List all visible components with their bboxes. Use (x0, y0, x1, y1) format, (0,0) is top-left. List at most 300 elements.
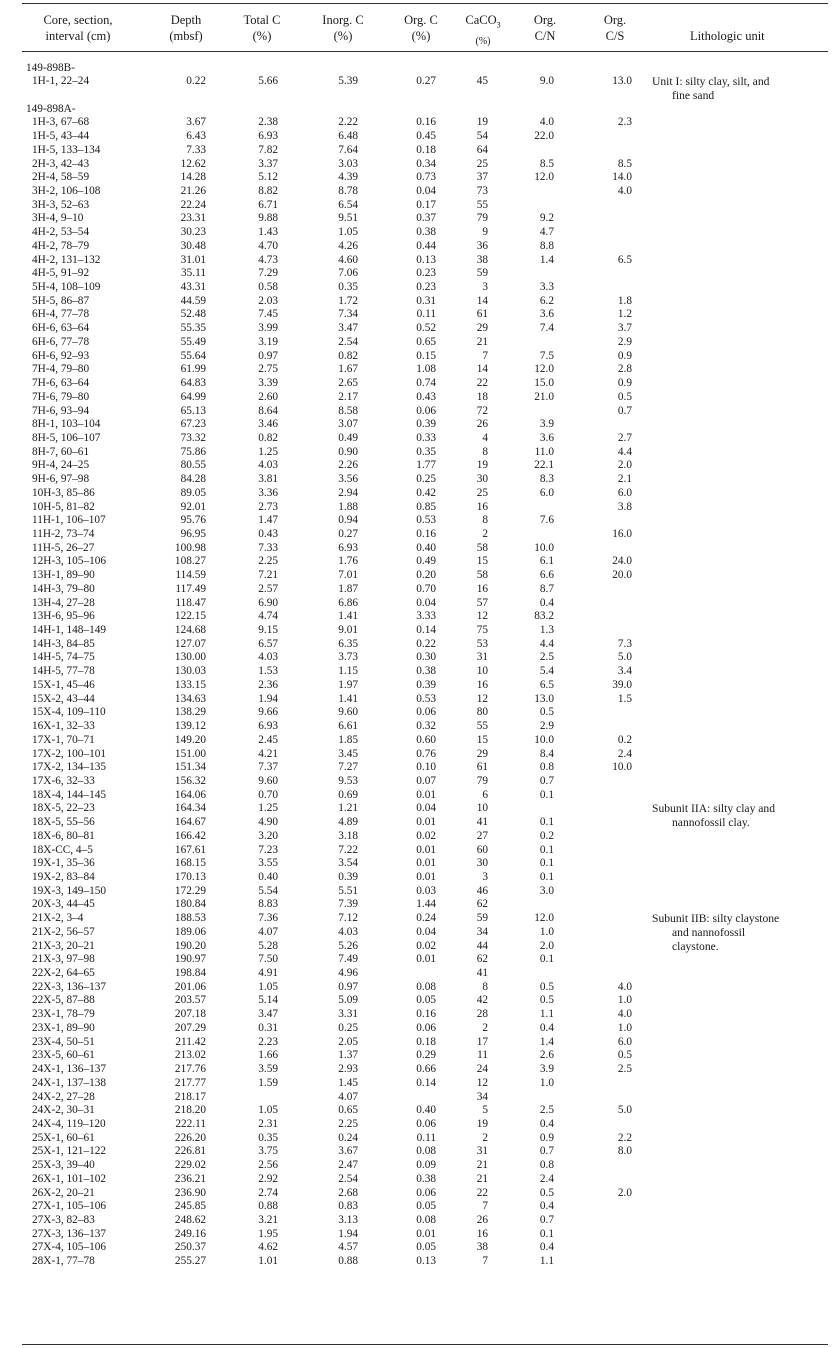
table-row (0, 638, 839, 652)
lithologic-unit-note (652, 912, 779, 954)
cell-caco3: 19 (476, 1117, 488, 1130)
header-total-c: Total C (%) (243, 13, 281, 43)
cell-depth: 65.13 (180, 404, 206, 417)
cell-inorg: 9.51 (338, 212, 358, 225)
cell-caco3: 21 (476, 335, 488, 348)
cell-core: 28X-1, 77–78 (32, 1255, 95, 1268)
cell-core: 23X-1, 89–90 (32, 1021, 95, 1034)
cell-inorg: 5.51 (338, 884, 358, 897)
cell-orgc: 0.10 (416, 761, 436, 774)
table-row (0, 514, 839, 528)
cell-caco3: 46 (476, 884, 488, 897)
cell-cn: 1.1 (539, 1008, 554, 1021)
cell-depth: 7.33 (186, 143, 206, 156)
cell-cs: 4.0 (617, 980, 632, 993)
cell-depth: 92.01 (180, 500, 206, 513)
cell-core: 18X-CC, 4–5 (32, 843, 93, 856)
cell-caco3: 44 (476, 939, 488, 952)
cell-inorg: 3.18 (338, 829, 358, 842)
cell-orgc: 0.06 (416, 1117, 436, 1130)
cell-cs: 7.3 (617, 637, 632, 650)
cell-totc: 2.92 (258, 1172, 278, 1185)
cell-core: 9H-6, 97–98 (32, 473, 90, 486)
table-row (0, 651, 839, 665)
cell-orgc: 0.04 (416, 925, 436, 938)
cell-totc: 3.99 (258, 322, 278, 335)
cell-inorg: 3.73 (338, 651, 358, 664)
cell-orgc: 0.27 (416, 75, 436, 88)
cell-caco3: 6 (482, 788, 488, 801)
cell-caco3: 8 (482, 514, 488, 527)
cell-core: 18X-4, 144–145 (32, 788, 107, 801)
cell-totc: 2.73 (258, 500, 278, 513)
cell-orgc: 0.14 (416, 624, 436, 637)
cell-caco3: 10 (476, 802, 488, 815)
cell-orgc: 0.18 (416, 1035, 436, 1048)
cell-cn: 0.5 (539, 994, 554, 1007)
cell-totc: 1.47 (258, 514, 278, 527)
cell-inorg: 0.82 (338, 349, 358, 362)
cell-inorg: 6.86 (338, 596, 358, 609)
cell-caco3: 55 (476, 198, 488, 211)
cell-cn: 10.0 (534, 733, 554, 746)
cell-cs: 4.0 (617, 1008, 632, 1021)
cell-caco3: 25 (476, 486, 488, 499)
cell-depth: 127.07 (174, 637, 206, 650)
table-row (0, 953, 839, 967)
cell-core: 2H-4, 58–59 (32, 171, 90, 184)
cell-orgc: 0.06 (416, 404, 436, 417)
cell-orgc: 0.18 (416, 143, 436, 156)
cell-orgc: 0.01 (416, 816, 436, 829)
cell-core: 8H-1, 103–104 (32, 418, 101, 431)
cell-cn: 0.7 (539, 1213, 554, 1226)
cell-totc: 1.05 (258, 1104, 278, 1117)
cell-cn: 13.0 (534, 692, 554, 705)
cell-cs: 24.0 (612, 555, 632, 568)
cell-core: 21X-2, 56–57 (32, 925, 95, 938)
cell-cn: 2.9 (539, 720, 554, 733)
cell-core: 12H-3, 105–106 (32, 555, 107, 568)
cell-cn: 8.8 (539, 239, 554, 252)
table-row (0, 528, 839, 542)
table-row (0, 775, 839, 789)
cell-inorg: 8.78 (338, 184, 358, 197)
cell-inorg: 3.56 (338, 473, 358, 486)
table-row (0, 158, 839, 172)
cell-caco3: 3 (482, 870, 488, 883)
cell-totc: 7.37 (258, 761, 278, 774)
cell-totc: 7.36 (258, 912, 278, 925)
table-row (0, 363, 839, 377)
cell-totc: 3.21 (258, 1213, 278, 1226)
table-header-rule (22, 51, 828, 52)
cell-core: 11H-5, 26–27 (32, 541, 95, 554)
cell-cn: 5.4 (539, 665, 554, 678)
cell-orgc: 1.44 (416, 898, 436, 911)
cell-orgc: 0.38 (416, 1172, 436, 1185)
cell-orgc: 0.53 (416, 692, 436, 705)
cell-cs: 3.7 (617, 322, 632, 335)
cell-totc: 6.57 (258, 637, 278, 650)
table-row (0, 898, 839, 912)
cell-totc: 2.45 (258, 733, 278, 746)
cell-depth: 248.62 (174, 1213, 206, 1226)
cell-totc: 0.88 (258, 1200, 278, 1213)
cell-depth: 255.27 (174, 1255, 206, 1268)
cell-depth: 168.15 (174, 857, 206, 870)
cell-core: 3H-4, 9–10 (32, 212, 84, 225)
cell-core: 20X-3, 44–45 (32, 898, 95, 911)
cell-orgc: 0.16 (416, 1008, 436, 1021)
cell-orgc: 0.23 (416, 267, 436, 280)
cell-orgc: 0.39 (416, 418, 436, 431)
cell-cs: 6.0 (617, 486, 632, 499)
cell-caco3: 26 (476, 1213, 488, 1226)
table-row (0, 254, 839, 268)
cell-caco3: 16 (476, 582, 488, 595)
cell-depth: 166.42 (174, 829, 206, 842)
table-row (0, 267, 839, 281)
cell-cn: 0.7 (539, 774, 554, 787)
cell-cn: 0.4 (539, 1021, 554, 1034)
cell-orgc: 0.06 (416, 1021, 436, 1034)
cell-totc: 4.21 (258, 747, 278, 760)
cell-depth: 190.97 (174, 953, 206, 966)
cell-cn: 4.7 (539, 226, 554, 239)
cell-cs: 2.2 (617, 1131, 632, 1144)
cell-cn: 0.5 (539, 980, 554, 993)
cell-cn: 7.4 (539, 322, 554, 335)
cell-inorg: 6.48 (338, 130, 358, 143)
cell-orgc: 0.04 (416, 596, 436, 609)
cell-totc: 2.23 (258, 1035, 278, 1048)
cell-inorg: 1.67 (338, 363, 358, 376)
cell-caco3: 21 (476, 1159, 488, 1172)
table-row (0, 446, 839, 460)
cell-orgc: 0.01 (416, 953, 436, 966)
cell-orgc: 0.22 (416, 637, 436, 650)
cell-depth: 122.15 (174, 610, 206, 623)
cell-core: 17X-1, 70–71 (32, 733, 95, 746)
cell-totc: 2.75 (258, 363, 278, 376)
table-row (0, 1104, 839, 1118)
table-row (0, 459, 839, 473)
cell-core: 1H-3, 67–68 (32, 116, 90, 129)
cell-totc: 4.74 (258, 610, 278, 623)
cell-totc: 7.45 (258, 308, 278, 321)
table-row (0, 501, 839, 515)
cell-core: 11H-1, 106–107 (32, 514, 106, 527)
table-row (0, 967, 839, 981)
cell-cs: 0.2 (617, 733, 632, 746)
cell-inorg: 0.25 (338, 1021, 358, 1034)
cell-totc: 5.66 (258, 75, 278, 88)
cell-totc: 5.14 (258, 994, 278, 1007)
cell-cn: 1.4 (539, 1035, 554, 1048)
cell-cs: 5.0 (617, 1104, 632, 1117)
cell-caco3: 14 (476, 363, 488, 376)
table-row (0, 624, 839, 638)
cell-orgc: 0.01 (416, 870, 436, 883)
cell-depth: 203.57 (174, 994, 206, 1007)
cell-core: 15X-4, 109–110 (32, 706, 106, 719)
cell-depth: 55.64 (180, 349, 206, 362)
cell-core: 22X-2, 64–65 (32, 967, 95, 980)
cell-core: 14H-1, 148–149 (32, 624, 107, 637)
cell-caco3: 72 (476, 404, 488, 417)
cell-orgc: 0.25 (416, 473, 436, 486)
cell-depth: 31.01 (180, 253, 206, 266)
cell-core: 2H-3, 42–43 (32, 157, 90, 170)
cell-inorg: 6.54 (338, 198, 358, 211)
cell-totc: 4.62 (258, 1241, 278, 1254)
cell-depth: 21.26 (180, 184, 206, 197)
table-row (0, 1063, 839, 1077)
cell-inorg: 4.89 (338, 816, 358, 829)
cell-inorg: 4.57 (338, 1241, 358, 1254)
table-row (0, 665, 839, 679)
cell-inorg: 2.17 (338, 390, 358, 403)
table-row (0, 295, 839, 309)
cell-totc: 1.59 (258, 1076, 278, 1089)
cell-totc: 4.03 (258, 459, 278, 472)
table-row (0, 281, 839, 295)
cell-depth: 189.06 (174, 925, 206, 938)
cell-inorg: 2.54 (338, 1172, 358, 1185)
cell-core: 149-898A- (26, 102, 76, 115)
header-lithologic-unit: Lithologic unit (690, 29, 765, 43)
cell-cn: 0.8 (539, 1159, 554, 1172)
cell-cn: 1.3 (539, 624, 554, 637)
cell-caco3: 55 (476, 720, 488, 733)
cell-inorg: 3.47 (338, 322, 358, 335)
table-bottom-rule (22, 1344, 828, 1345)
cell-caco3: 5 (482, 1104, 488, 1117)
cell-core: 14H-5, 74–75 (32, 651, 95, 664)
cell-orgc: 1.08 (416, 363, 436, 376)
cell-caco3: 18 (476, 390, 488, 403)
cell-core: 4H-2, 78–79 (32, 239, 90, 252)
cell-inorg: 1.85 (338, 733, 358, 746)
cell-core: 13H-6, 95–96 (32, 610, 95, 623)
cell-cn: 2.5 (539, 651, 554, 664)
table-row (0, 583, 839, 597)
cell-cn: 9.2 (539, 212, 554, 225)
cell-totc: 3.37 (258, 157, 278, 170)
cell-totc: 6.93 (258, 720, 278, 733)
cell-depth: 117.49 (175, 582, 206, 595)
cell-inorg: 0.39 (338, 870, 358, 883)
cell-inorg: 2.05 (338, 1035, 358, 1048)
cell-totc: 1.94 (258, 692, 278, 705)
cell-cn: 12.0 (534, 171, 554, 184)
cell-cs: 2.3 (617, 116, 632, 129)
cell-caco3: 2 (482, 1131, 488, 1144)
cell-cn: 6.1 (539, 555, 554, 568)
cell-core: 10H-3, 85–86 (32, 486, 95, 499)
cell-depth: 6.43 (186, 130, 206, 143)
table-row (0, 1187, 839, 1201)
cell-inorg: 1.97 (338, 678, 358, 691)
cell-core: 7H-6, 93–94 (32, 404, 90, 417)
cell-inorg: 0.24 (338, 1131, 358, 1144)
cell-totc: 7.29 (258, 267, 278, 280)
cell-inorg: 2.65 (338, 377, 358, 390)
cell-cn: 0.5 (539, 1186, 554, 1199)
cell-caco3: 19 (476, 459, 488, 472)
cell-caco3: 3 (482, 281, 488, 294)
table-row (0, 789, 839, 803)
cell-caco3: 7 (482, 1200, 488, 1213)
cell-totc: 3.75 (258, 1145, 278, 1158)
cell-depth: 229.02 (174, 1159, 206, 1172)
cell-core: 7H-6, 79–80 (32, 390, 90, 403)
cell-caco3: 9 (482, 226, 488, 239)
cell-inorg: 1.41 (338, 610, 358, 623)
cell-inorg: 0.69 (338, 788, 358, 801)
cell-orgc: 0.04 (416, 802, 436, 815)
cell-totc: 2.38 (258, 116, 278, 129)
cell-inorg: 1.76 (338, 555, 358, 568)
cell-totc: 9.60 (258, 774, 278, 787)
cell-depth: 207.18 (174, 1008, 206, 1021)
cell-caco3: 38 (476, 1241, 488, 1254)
cell-depth: 190.20 (174, 939, 206, 952)
cell-caco3: 8 (482, 980, 488, 993)
cell-depth: 55.49 (180, 335, 206, 348)
cell-cn: 3.6 (539, 308, 554, 321)
cell-caco3: 31 (476, 651, 488, 664)
cell-depth: 100.98 (174, 541, 206, 554)
cell-depth: 67.23 (180, 418, 206, 431)
cell-cn: 3.3 (539, 281, 554, 294)
cell-cs: 6.5 (617, 253, 632, 266)
cell-caco3: 31 (476, 1145, 488, 1158)
cell-cs: 1.2 (617, 308, 632, 321)
cell-totc: 7.82 (258, 143, 278, 156)
cell-orgc: 0.01 (416, 1227, 436, 1240)
cell-core: 14H-3, 79–80 (32, 582, 95, 595)
cell-depth: 164.34 (174, 802, 206, 815)
cell-core: 25X-3, 39–40 (32, 1159, 95, 1172)
cell-depth: 22.24 (180, 198, 206, 211)
cell-core: 23X-1, 78–79 (32, 1008, 95, 1021)
cell-cn: 21.0 (534, 390, 554, 403)
cell-cs: 2.5 (617, 1063, 632, 1076)
table-row (0, 830, 839, 844)
cell-inorg: 9.60 (338, 706, 358, 719)
cell-cn: 0.5 (539, 706, 554, 719)
cell-depth: 0.22 (186, 75, 206, 88)
cell-cn: 22.1 (534, 459, 554, 472)
cell-depth: 188.53 (174, 912, 206, 925)
cell-cn: 0.1 (539, 816, 554, 829)
table-row (0, 597, 839, 611)
cell-orgc: 0.43 (416, 390, 436, 403)
cell-cn: 0.1 (539, 953, 554, 966)
cell-caco3: 80 (476, 706, 488, 719)
cell-caco3: 62 (476, 953, 488, 966)
cell-depth: 118.47 (175, 596, 206, 609)
cell-totc: 0.82 (258, 431, 278, 444)
cell-cs: 2.8 (617, 363, 632, 376)
cell-depth: 211.42 (175, 1035, 206, 1048)
cell-core: 15X-2, 43–44 (32, 692, 95, 705)
table-row (0, 1132, 839, 1146)
cell-core: 13H-1, 89–90 (32, 569, 95, 582)
cell-totc: 6.90 (258, 596, 278, 609)
cell-depth: 164.67 (174, 816, 206, 829)
cell-cn: 11.0 (534, 445, 554, 458)
cell-totc: 3.39 (258, 377, 278, 390)
lithologic-unit-line: Subunit IIB: silty claystone (652, 911, 780, 925)
cell-totc: 7.50 (258, 953, 278, 966)
cell-depth: 170.13 (174, 870, 206, 883)
cell-cn: 0.7 (539, 1145, 554, 1158)
cell-inorg: 1.05 (338, 226, 358, 239)
cell-depth: 130.03 (174, 665, 206, 678)
cell-inorg: 3.13 (338, 1213, 358, 1226)
cell-caco3: 41 (476, 967, 488, 980)
cell-cn: 8.7 (539, 582, 554, 595)
cell-depth: 217.77 (174, 1076, 206, 1089)
cell-cn: 3.9 (539, 418, 554, 431)
cell-totc: 2.36 (258, 678, 278, 691)
table-row (0, 1241, 839, 1255)
cell-caco3: 42 (476, 994, 488, 1007)
cell-orgc: 0.17 (416, 198, 436, 211)
cell-core: 149-898B- (26, 61, 75, 74)
cell-inorg: 7.34 (338, 308, 358, 321)
cell-orgc: 0.70 (416, 582, 436, 595)
cell-orgc: 0.20 (416, 569, 436, 582)
cell-cn: 3.0 (539, 884, 554, 897)
cell-caco3: 29 (476, 322, 488, 335)
cell-totc: 3.36 (258, 486, 278, 499)
cell-depth: 61.99 (180, 363, 206, 376)
cell-inorg: 5.39 (338, 75, 358, 88)
table-row (0, 336, 839, 350)
cell-caco3: 25 (476, 157, 488, 170)
cell-inorg: 0.65 (338, 1104, 358, 1117)
table-row (0, 130, 839, 144)
cell-depth: 172.29 (174, 884, 206, 897)
table-row (0, 720, 839, 734)
cell-orgc: 0.16 (416, 527, 436, 540)
cell-core: 19X-2, 83–84 (32, 870, 95, 883)
cell-totc: 1.25 (258, 445, 278, 458)
cell-depth: 89.05 (180, 486, 206, 499)
cell-orgc: 0.03 (416, 884, 436, 897)
cell-depth: 138.29 (174, 706, 206, 719)
cell-inorg: 1.45 (338, 1076, 358, 1089)
cell-orgc: 0.40 (416, 541, 436, 554)
cell-depth: 245.85 (174, 1200, 206, 1213)
cell-cs: 1.0 (617, 994, 632, 1007)
cell-depth: 108.27 (174, 555, 206, 568)
cell-core: 8H-7, 60–61 (32, 445, 90, 458)
cell-core: 4H-2, 53–54 (32, 226, 90, 239)
table-row (0, 542, 839, 556)
cell-inorg: 0.97 (338, 980, 358, 993)
cell-orgc: 0.38 (416, 226, 436, 239)
table-row (0, 1022, 839, 1036)
lithologic-unit-line: and nannofossil (672, 925, 746, 939)
cell-totc: 5.12 (258, 171, 278, 184)
cell-caco3: 29 (476, 747, 488, 760)
cell-inorg: 7.12 (338, 912, 358, 925)
